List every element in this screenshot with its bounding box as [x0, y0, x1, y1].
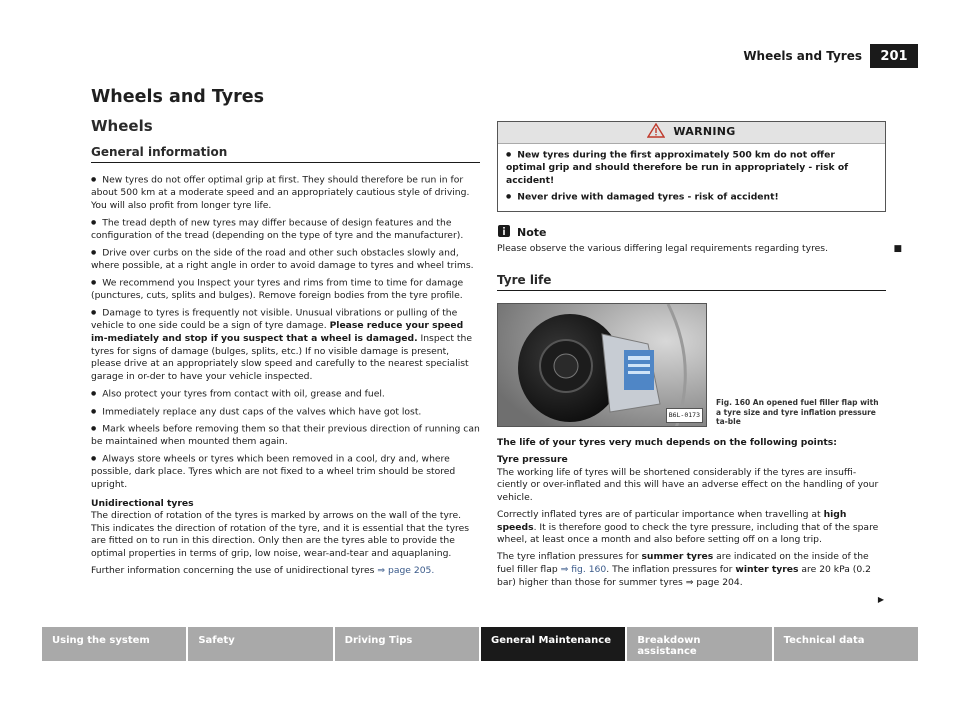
chapter-tab-bar: [42, 627, 918, 661]
note-text: Please observe the various differing legal requirements regarding tyres.: [497, 242, 829, 254]
damage-text-cont: Inspect the tyres for signs of damage (bulges, splits, etc.) If no visible damage is present, please drive at an appropriately slow speed and carefully to the nearest specialist garage in or-der to have your vehicle inspected.: [91, 333, 472, 382]
damage-text: Damage to tyres is frequently not visible. Unusual vibrations or pulling of the vehicle to one side could be a sign of tyre damage.: [91, 307, 458, 332]
tyre-pressure-p2: [497, 509, 886, 547]
warning-box: [497, 121, 886, 212]
tyre-life-heading: Tyre life: [497, 272, 886, 291]
subsection-heading-general-information: General information: [91, 144, 480, 163]
further-info-text: Further information concerning the use of unidirectional tyres: [91, 565, 378, 577]
tab-general-maintenance[interactable]: General Maintenance: [481, 627, 625, 661]
warning-item: ● New tyres during the first approximately 500 km do not offer optimal grip and should therefore be run in appropriately - risk of accident!: [506, 149, 877, 187]
p2-text-cont: . It is therefore good to check the tyre pressure, including that of the spare wheel, at least once a month and also before setting off on a long trip.: [497, 521, 879, 546]
note-title: Note: [517, 226, 547, 240]
tyre-pressure-p1: The working life of tyres will be shortened considerably if the tyres are insuffi-ciently or over-inflated and this will have an adverse effect on the handling of your vehicle.: [497, 466, 879, 503]
bullet-item: ● Always store wheels or tyres which been removed in a cool, dry and, where possible, dark place. Tyres which are not fixed to a wheel trim should be stored upright.: [91, 453, 480, 491]
p3-text-c: are indicated on the inside of the fuel filler flap: [497, 551, 869, 575]
note-text-row: [497, 242, 902, 256]
tyre-life-intro: The life of your tyres very much depends on the following points:: [497, 436, 837, 448]
p3-bold-winter: winter tyres: [735, 563, 799, 575]
page-ref-link-2[interactable]: ⇒ page 204.: [685, 576, 743, 588]
bullet-item: ● Immediately replace any dust caps of the valves which have got lost.: [91, 406, 480, 419]
warning-body: [498, 144, 885, 211]
note-icon: [497, 224, 511, 243]
figure-row: [497, 303, 886, 427]
further-info: [91, 565, 480, 578]
left-column: [91, 86, 480, 582]
p3-text-f: are 20 kPa (0.2 bar) higher than those for summer tyres: [497, 563, 872, 588]
p3-text-d: . The inflation pressures for: [606, 563, 736, 575]
page-number: 201: [870, 44, 918, 68]
running-header: [743, 44, 918, 68]
page-ref-link[interactable]: ⇒ page 205.: [377, 565, 435, 577]
end-mark-icon: ■: [893, 243, 902, 254]
unidirectional-heading: Unidirectional tyres: [91, 497, 194, 509]
unidirectional-text: The direction of rotation of the tyres is marked by arrows on the wall of the tyre. This indicates the direction of rotation of the tyre, and it is essential that the tyres are fitted on to run in this direction. Only then are the tyres able to provide the optimal properties in terms of grip, low noise, wear-and-tear and aquaplaning.: [91, 510, 470, 559]
tyre-pressure-heading: Tyre pressure: [497, 454, 568, 466]
tab-technical-data[interactable]: Technical data: [774, 627, 918, 661]
bullet-item: ● Also protect your tyres from contact with oil, grease and fuel.: [91, 388, 480, 401]
tab-safety[interactable]: Safety: [188, 627, 332, 661]
bullet-item: ● Drive over curbs on the side of the road and other such obstacles slowly and, where possible, at a right angle in order to avoid damage to tyres and wheel trims.: [91, 247, 480, 273]
p3-bold-summer: summer tyres: [641, 551, 714, 563]
tyre-pressure-p3: [497, 551, 886, 589]
section-heading-wheels: Wheels: [91, 117, 153, 135]
note-header: [497, 224, 886, 243]
bullet-item-damage: [91, 307, 480, 383]
figure-ref-link[interactable]: ⇒ fig. 160: [560, 563, 607, 575]
bullet-item: ● New tyres do not offer optimal grip at first. They should therefore be run in for about 500 km at a moderate speed and an appropriately cautious style of driving. You will also profit from longer tyre life.: [91, 174, 480, 212]
tab-using-the-system[interactable]: Using the system: [42, 627, 186, 661]
continue-arrow-icon: ▶: [877, 595, 884, 604]
header-section-title: Wheels and Tyres: [743, 49, 862, 63]
right-column: [497, 86, 902, 594]
figure-tag: B6L-0173: [666, 408, 703, 423]
warning-title: WARNING: [673, 125, 736, 139]
p2-text: Correctly inflated tyres are of particular importance when travelling at: [497, 509, 824, 521]
tab-breakdown-assistance[interactable]: Breakdown assistance: [627, 627, 771, 661]
warning-header: [498, 122, 885, 144]
warning-item: ● Never drive with damaged tyres - risk of accident!: [506, 191, 877, 204]
bullet-item: ● We recommend you Inspect your tyres and rims from time to time for damage (punctures, cuts, splits and bulges). Remove foreign bodies from the tyre profile.: [91, 277, 480, 303]
warning-triangle-icon: [647, 123, 665, 143]
tab-driving-tips[interactable]: Driving Tips: [335, 627, 479, 661]
figure-caption: Fig. 160 An opened fuel filler flap with a tyre size and tyre inflation pressure ta-ble: [716, 398, 879, 427]
fuel-filler-flap-image: [497, 303, 707, 427]
page-title: Wheels and Tyres: [91, 87, 265, 107]
bullet-item: ● The tread depth of new tyres may differ because of design features and the configuration of the tread (depending on the type of tyre and the manufacturer).: [91, 217, 480, 243]
p2-bold-text: high speeds: [497, 509, 847, 533]
p3-text-a: The tyre inflation pressures for: [497, 551, 642, 563]
damage-bold-text: Please reduce your speed im-mediately and stop if you suspect that a wheel is damaged.: [91, 320, 464, 345]
bullet-item: ● Mark wheels before removing them so that their previous direction of running can be maintained when mounted them again.: [91, 423, 480, 449]
